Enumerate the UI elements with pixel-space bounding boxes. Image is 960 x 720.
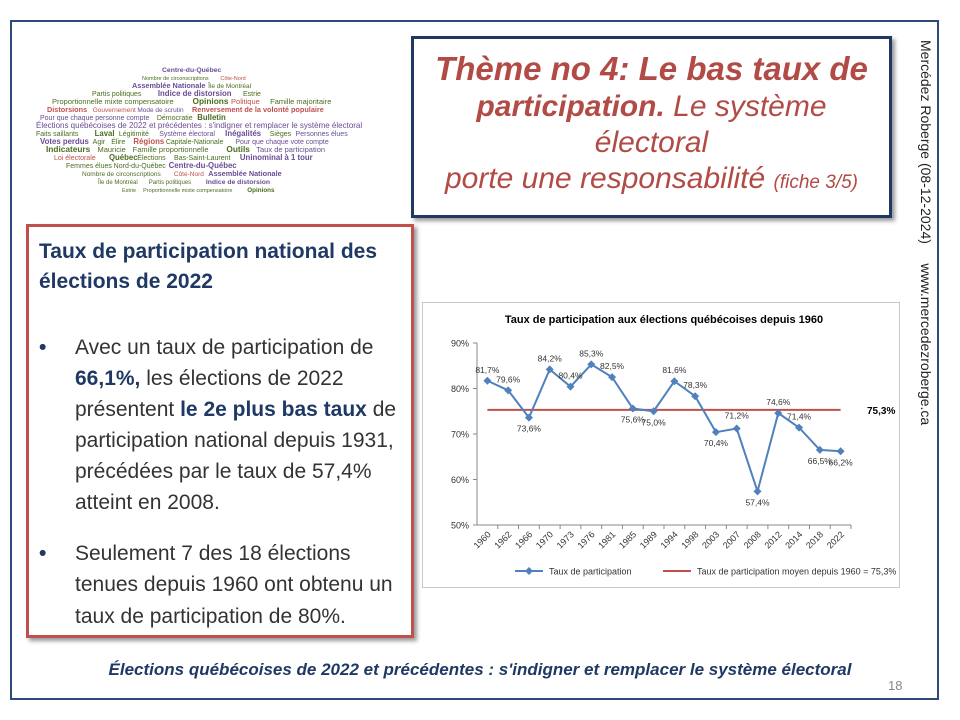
legend-marker xyxy=(525,567,533,575)
x-tick-label: 1960 xyxy=(471,529,493,551)
cloud-word: Centre-du-Québec xyxy=(168,161,237,170)
data-label: 78,3% xyxy=(683,380,708,391)
cloud-word: Démocratie xyxy=(156,115,193,122)
cloud-word: Renversement de la volonté populaire xyxy=(192,105,324,114)
bullet1-text-a: Avec un taux de participation de xyxy=(75,335,374,359)
x-tick-label: 1989 xyxy=(637,529,660,551)
cloud-word: Régions xyxy=(133,137,165,146)
cloud-word: Nord-du-Québec xyxy=(113,163,166,170)
cloud-word: Élections québécoises de 2022 et précédentes : s'indigner et remplacer le système électoral xyxy=(36,121,363,130)
data-label: 57,4% xyxy=(745,497,770,508)
list-item xyxy=(39,538,401,631)
cloud-word: Inégalités xyxy=(225,129,262,138)
cloud-word: Agir xyxy=(92,139,106,146)
list-item xyxy=(39,332,401,518)
y-tick-label: 70% xyxy=(450,429,469,440)
cloud-word: Centre-du-Québec xyxy=(162,67,222,74)
x-tick-label: 2003 xyxy=(700,529,722,551)
data-point xyxy=(837,447,845,455)
average-label: 75,3% xyxy=(867,405,896,417)
participation-chart xyxy=(422,302,900,588)
data-label: 75,6% xyxy=(620,414,645,425)
cloud-word: Politique xyxy=(231,97,260,106)
x-tick-label: 1970 xyxy=(533,529,556,551)
cloud-word: Côte-Nord xyxy=(173,171,204,178)
cloud-word: Indicateurs xyxy=(46,144,91,154)
data-label: 71,2% xyxy=(724,410,749,421)
legend-label-average: Taux de participation moyen depuis 1960 = 75,3% xyxy=(697,566,897,577)
y-tick-label: 90% xyxy=(450,338,469,349)
chart-title: Taux de participation aux élections québécoises depuis 1960 xyxy=(504,314,824,326)
title-bold-rest: Le bas taux de xyxy=(638,50,868,87)
cloud-word: Sièges xyxy=(269,131,292,138)
title-bold-word: participation. xyxy=(476,89,665,123)
x-tick-label: 1966 xyxy=(513,529,535,551)
y-tick-label: 50% xyxy=(450,520,469,531)
data-label: 66,5% xyxy=(807,455,832,466)
data-point xyxy=(712,428,720,436)
data-label: 85,3% xyxy=(579,348,604,359)
data-point xyxy=(754,487,762,495)
bullet1-emphasis: le 2e plus bas taux xyxy=(180,398,367,422)
x-tick-label: 2018 xyxy=(804,529,826,551)
data-label: 66,2% xyxy=(828,457,853,468)
cloud-word: Partis politiques xyxy=(92,91,142,98)
data-label: 73,6% xyxy=(516,423,541,434)
bullet2-text: Seulement 7 des 18 élections tenues depuis 1960 ont obtenu un taux de participation de 80%. xyxy=(75,542,393,628)
cloud-word: Proportionnelle mixte compensatoire xyxy=(143,188,233,194)
cloud-word: Opinions xyxy=(247,187,275,194)
bullet-icon: • xyxy=(39,335,47,359)
cloud-word: Estrie xyxy=(243,91,261,98)
data-point xyxy=(733,425,741,433)
sidebar-website: www.mercedezroberge.ca xyxy=(918,263,934,426)
cloud-word: Système électoral xyxy=(159,131,215,138)
cloud-word: Île de Montréal xyxy=(98,180,138,186)
y-tick-label: 80% xyxy=(450,384,469,394)
cloud-word: Votes perdus xyxy=(40,137,89,146)
x-tick-label: 1981 xyxy=(596,529,618,551)
cloud-word: Élire xyxy=(111,139,126,146)
data-point xyxy=(483,377,491,385)
data-label: 81,7% xyxy=(475,364,500,375)
cloud-word: Québec xyxy=(108,153,138,162)
data-label: 70,4% xyxy=(703,438,728,449)
cloud-word: Bulletin xyxy=(197,113,226,122)
sidebar-vertical xyxy=(912,40,936,426)
data-label: 79,6% xyxy=(496,374,521,385)
footer-caption: Élections québécoises de 2022 et précédentes : s'indigner et remplacer le système électoral xyxy=(108,660,852,679)
data-label: 75,0% xyxy=(641,417,666,428)
cloud-word: Distorsions xyxy=(47,105,88,114)
cloud-word: Indice de distorsion xyxy=(205,179,271,186)
y-tick-label: 60% xyxy=(450,475,469,485)
title-theme: Thème no 4: xyxy=(435,50,630,87)
cloud-word: Gouvernement xyxy=(92,107,136,114)
cloud-word: Mode de scrutin xyxy=(137,107,184,114)
cloud-word: Assemblée Nationale xyxy=(208,169,282,178)
cloud-word: Femmes élues xyxy=(66,163,112,170)
legend-label-participation: Taux de participation xyxy=(549,566,632,577)
title-rest: Le système électoral xyxy=(594,89,827,159)
summary-box xyxy=(26,224,414,638)
data-label: 71,4% xyxy=(787,411,812,422)
x-tick-label: 1998 xyxy=(679,529,701,551)
cloud-word: Côte-Nord xyxy=(220,76,246,82)
cloud-word: Opinions xyxy=(192,96,229,106)
data-label: 81,6% xyxy=(662,365,687,376)
x-tick-label: 1985 xyxy=(617,529,639,551)
cloud-word: Île de Montréal xyxy=(208,83,252,90)
summary-list xyxy=(39,332,401,632)
x-tick-label: 2007 xyxy=(720,529,743,551)
title-fiche: (fiche 3/5) xyxy=(773,171,859,193)
cloud-word: Mauricie xyxy=(97,145,126,154)
cloud-word: Pour que chaque vote compte xyxy=(235,139,329,146)
cloud-word: Nombre de circonscriptions xyxy=(142,76,209,82)
page-number: 18 xyxy=(888,678,903,693)
bullet1-rate: 66,1%, xyxy=(75,366,141,390)
word-cloud xyxy=(28,60,398,200)
cloud-word: Bas-Saint-Laurent xyxy=(174,155,231,162)
cloud-word: Capitale-Nationale xyxy=(165,139,224,146)
x-tick-label: 2014 xyxy=(783,529,805,551)
cloud-word: Indice de distorsion xyxy=(157,89,232,98)
cloud-word: Assemblée Nationale xyxy=(132,81,206,90)
x-tick-label: 2022 xyxy=(824,529,847,551)
title-line3: porte une responsabilité xyxy=(444,161,766,195)
summary-heading: Taux de participation national des élections de 2022 xyxy=(39,240,377,294)
cloud-word: Outils xyxy=(226,144,250,154)
sidebar-text xyxy=(918,40,934,425)
bullet1-text-c: de participation national depuis 1931, précédées par le taux de 57,4% atteint en 2008. xyxy=(75,398,397,515)
data-label: 84,2% xyxy=(537,353,562,364)
cloud-word: Élections xyxy=(137,155,166,162)
cloud-word: Estrie xyxy=(122,188,137,194)
data-label: 74,6% xyxy=(766,397,791,408)
cloud-word: Personnes élues xyxy=(295,131,348,138)
title-box xyxy=(411,36,892,218)
data-label: 80,4% xyxy=(558,370,583,381)
cloud-word: Légitimité xyxy=(118,131,149,138)
cloud-word: Uninominal à 1 tour xyxy=(239,153,313,162)
x-tick-label: 1973 xyxy=(554,529,576,551)
cloud-word: Faits saillants xyxy=(36,131,79,138)
bullet1-text-b: les élections de 2022 présentent xyxy=(75,366,344,422)
cloud-word: Partis politiques xyxy=(148,180,192,186)
x-tick-label: 2008 xyxy=(741,529,763,551)
chart-svg xyxy=(423,303,899,587)
data-label: 82,5% xyxy=(600,361,625,372)
cloud-word: Loi électorale xyxy=(54,155,96,162)
x-tick-label: 1994 xyxy=(658,529,680,551)
cloud-word: Famille proportionnelle xyxy=(132,145,209,154)
cloud-word: Proportionnelle mixte compensatoire xyxy=(52,97,174,106)
cloud-word: Laval xyxy=(94,129,115,138)
sidebar-author: Mercédez Roberge (08-12-2024) xyxy=(918,40,934,244)
cloud-word: Pour que chaque personne compte xyxy=(40,115,150,122)
x-tick-label: 1976 xyxy=(575,529,597,551)
cloud-word: Taux de participation xyxy=(256,145,326,154)
bullet-icon: • xyxy=(39,542,47,566)
cloud-word: Famille majoritaire xyxy=(270,97,332,106)
x-tick-label: 2012 xyxy=(762,529,784,551)
x-tick-label: 1962 xyxy=(492,529,514,551)
cloud-word: Nombre de circonscriptions xyxy=(82,171,161,178)
